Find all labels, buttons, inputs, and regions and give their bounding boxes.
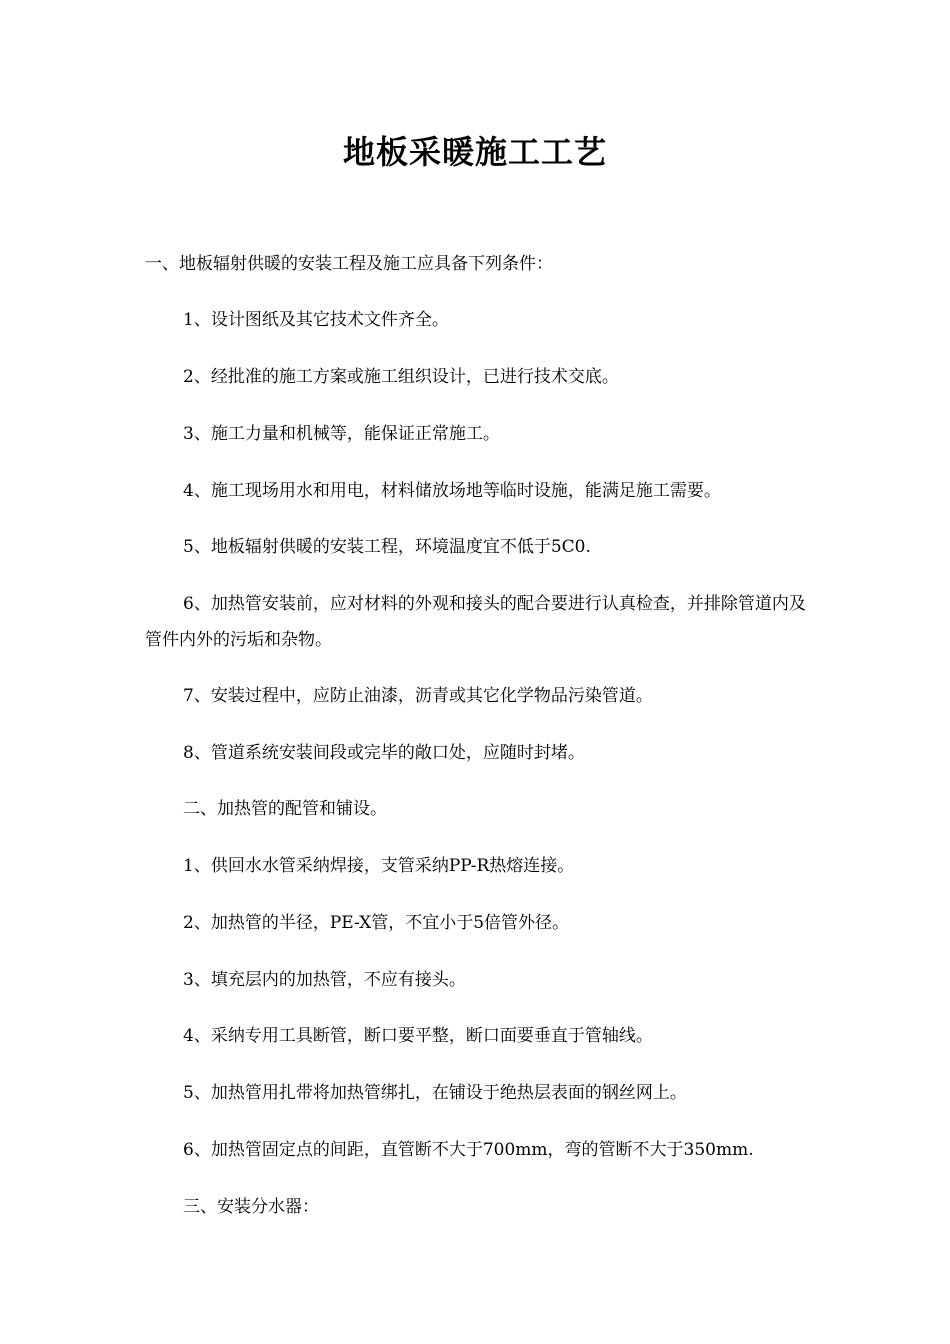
paragraph: 4、采纳专用工具断管，断口要平整，断口面要垂直于管轴线。 (183, 1026, 653, 1046)
paragraph: 1、供回水水管采纳焊接，支管采纳PP-R热熔连接。 (183, 856, 575, 876)
paragraph: 4、施工现场用水和用电，材料储放场地等临时设施，能满足施工需要。 (183, 481, 721, 501)
paragraph: 5、地板辐射供暖的安装工程，环境温度宜不低于5C0. (183, 537, 591, 557)
paragraph: 6、加热管固定点的间距，直管断不大于700mm，弯的管断不大于350mm. (183, 1140, 754, 1160)
section-heading-1: 一、地板辐射供暖的安装工程及施工应具备下列条件： (145, 254, 553, 274)
paragraph: 2、经批准的施工方案或施工组织设计，已进行技术交底。 (183, 367, 619, 387)
paragraph: 7、安装过程中，应防止油漆，沥青或其它化学物品污染管道。 (183, 686, 653, 706)
section-heading-3: 三、安装分水器： (183, 1197, 319, 1217)
paragraph: 2、加热管的半径，PE-X管，不宜小于5倍管外径。 (183, 913, 570, 933)
paragraph: 3、填充层内的加热管，不应有接头。 (183, 970, 466, 990)
paragraph: 6、加热管安装前，应对材料的外观和接头的配合要进行认真检查，并排除管道内及管件内外的污垢和杂物。 (145, 594, 806, 650)
paragraph: 8、管道系统安装间段或完毕的敞口处，应随时封堵。 (183, 743, 585, 763)
document-title: 地板采暖施工工艺 (342, 133, 607, 171)
paragraph: 1、设计图纸及其它技术文件齐全。 (183, 310, 449, 330)
paragraph: 5、加热管用扎带将加热管绑扎，在铺设于绝热层表面的钢丝网上。 (183, 1083, 687, 1103)
paragraph: 3、施工力量和机械等，能保证正常施工。 (183, 424, 500, 444)
section-heading-2: 二、加热管的配管和铺设。 (183, 799, 387, 819)
